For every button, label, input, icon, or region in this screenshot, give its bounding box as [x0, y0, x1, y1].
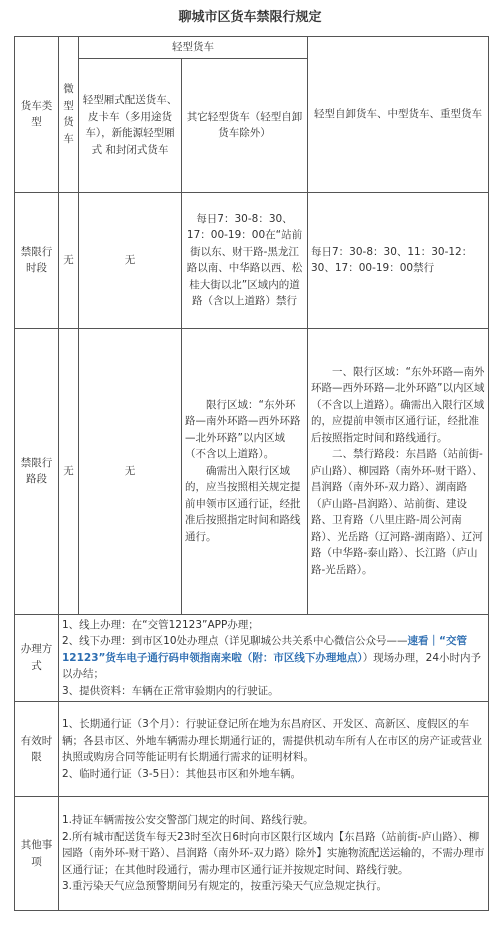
time-heavy: 每日7：30-8：30、11：30-12：30、17：00-19：00禁行: [308, 192, 489, 328]
row-time: [15, 192, 489, 328]
handle-label: 办理方式: [15, 614, 59, 702]
page-title: 聊城市区货车禁限行规定: [178, 10, 322, 25]
other-line-3: 3.重污染天气应急预警期间另有规定的，按重污染天气应急规定执行。: [62, 880, 388, 893]
handle-line-2: [62, 633, 485, 683]
header-type-label: 货车类型: [15, 37, 59, 193]
road-label: 禁限行路段: [15, 328, 59, 614]
time-light1: 无: [79, 192, 182, 328]
time-light2: 每日7：30-8：30、17：00-19：00在“站前街以东、财干路-黑龙江路以南、中华路以西、松桂大街以北”区域内的道路（含以上道路）禁行: [182, 192, 308, 328]
row-other: [15, 797, 489, 911]
header-row-1: [15, 37, 489, 59]
other-content: [59, 797, 489, 911]
header-light-sub1: 轻型厢式配送货车、皮卡车（多用途货车），新能源轻型厢式 和封闭式货车: [79, 58, 182, 192]
other-line-1: 1.持证车辆需按公安交警部门规定的时间、路线行驶。: [62, 814, 314, 827]
road-micro: 无: [59, 328, 79, 614]
regulation-table: [14, 36, 489, 911]
header-light-sub2: 其它轻型货车（轻型自卸货车除外）: [182, 58, 308, 192]
road-light2: [182, 328, 308, 614]
road-heavy-p2: 二、禁行路段：东昌路（站前街-庐山路）、柳园路（南外环-财干路）、昌润路（南外环-双力路）、湖南路（庐山路-昌润路）、站前街、建设路、卫育路（八里庄路-周公河南路）、光岳路（辽河路-湖南路）、辽河路（中华路-泰山路）、长江路（庐山路-光岳路）。: [311, 448, 483, 576]
time-label: 禁限行时段: [15, 192, 59, 328]
handle-content: [59, 614, 489, 702]
other-label: 其他事项: [15, 797, 59, 911]
header-micro: 微型货车: [59, 37, 79, 193]
valid-content: [59, 702, 489, 797]
time-micro: 无: [59, 192, 79, 328]
valid-line-1: 1、长期通行证（3个月）：行驶证登记所在地为东昌府区、开发区、高新区、度假区的车辆；各县市区、外地车辆需办理长期通行证的，需提供机动车所有人在市区的房产证或营业执照或购房合同等能证明有长期通行需求的证明材料。: [62, 718, 482, 763]
handle-line-2-a: 2、线下办理：到市区10处办理点（详见聊城公共关系中心微信公众号——: [62, 635, 408, 647]
handle-line-3: 3、提供资料：车辆在正常审验期内的行驶证。: [62, 684, 279, 697]
road-light1: 无: [79, 328, 182, 614]
other-line-2: 2.所有城市配送货车每天23时至次日6时向市区限行区域内【东昌路（站前街-庐山路）、柳园路（南外环-财干路）、昌润路（南外环-双力路）除外】实施物流配送运输的，不需办理市区通行证；在其他时段通行，需办理市区通行证并按规定时间、路线行驶。: [62, 830, 485, 876]
valid-label: 有效时限: [15, 702, 59, 797]
road-light2-p2: 确需出入限行区域的，应当按照相关规定提前申领市区通行证，经批准后按照指定时间和路线通行。: [185, 464, 301, 543]
road-heavy: [308, 328, 489, 614]
handle-guide-link[interactable]: 速看｜“交管12123”货车电子通行码申领指南来啦（附：市区线下办理地点）: [62, 635, 467, 664]
road-heavy-p1: 一、限行区域：“东外环路—南外环路—西外环路—北外环路”以内区域（不含以上道路）。确需出入限行区域的，应提前申领市区通行证，经批准后按照指定时间和路线通行。: [311, 365, 485, 444]
row-road: [15, 328, 489, 614]
row-valid: [15, 702, 489, 797]
handle-line-2-b: ）现场办理，24小时内予以办结；: [62, 651, 482, 680]
row-handle: [15, 614, 489, 702]
handle-line-1: 1、线上办理：在“交管12123”APP办理；: [62, 618, 259, 631]
road-light2-p1: 限行区域：“东外环路—南外环路—西外环路—北外环路”以内区域（不含以上道路）。: [185, 398, 301, 461]
header-light-group: 轻型货车: [79, 37, 308, 59]
header-heavy: 轻型自卸货车、中型货车、重型货车: [308, 37, 489, 193]
valid-line-2: 2、临时通行证（3-5日）：其他县市区和外地车辆。: [62, 767, 302, 780]
